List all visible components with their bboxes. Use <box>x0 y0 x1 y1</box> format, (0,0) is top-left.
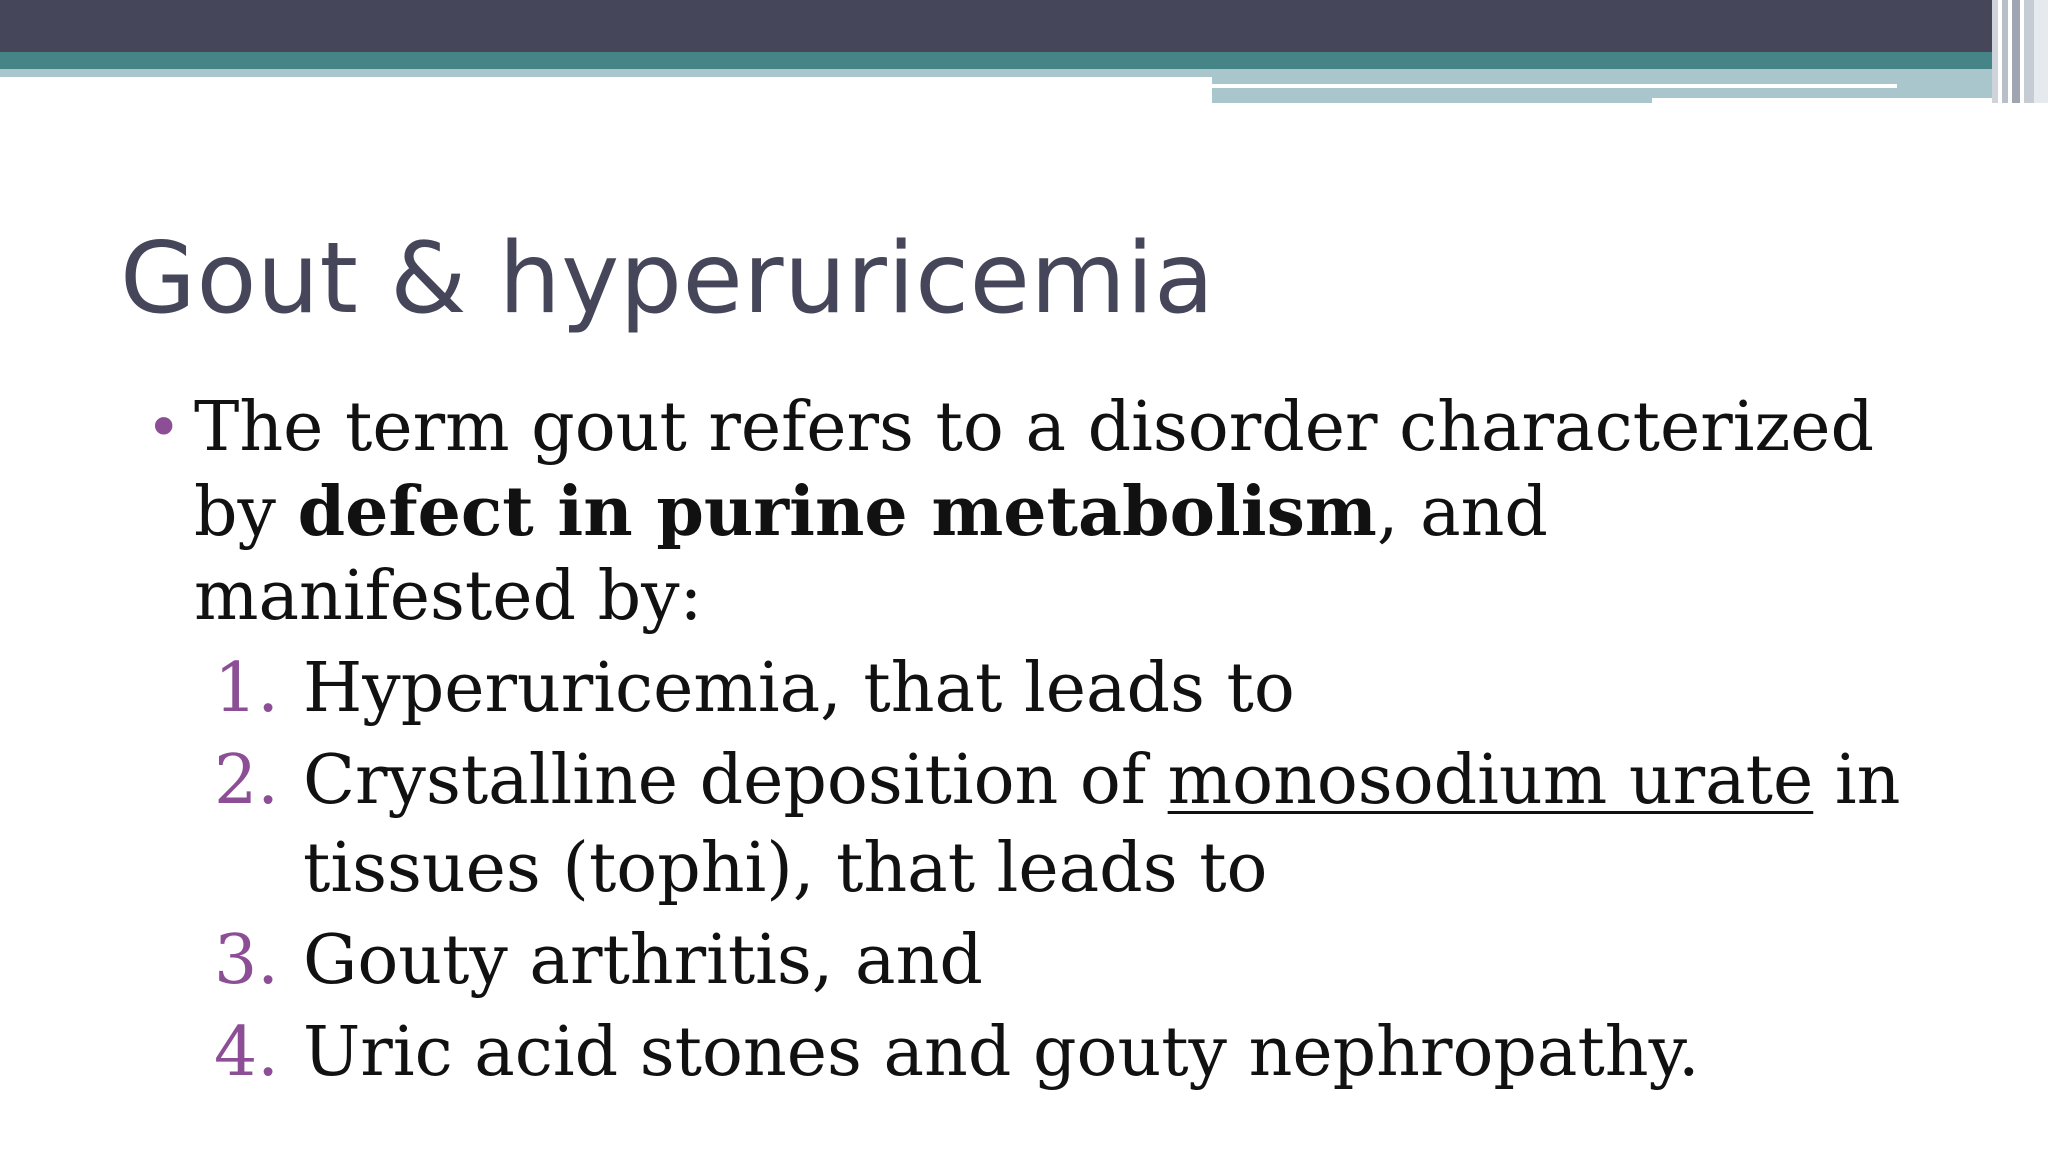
list-item-text: Hyperuricemia, that leads to <box>303 649 1295 728</box>
list-item-text-after: in tissues (tophi), that leads to <box>303 741 1901 908</box>
list-item <box>146 645 1946 733</box>
numbered-list <box>146 645 1946 1097</box>
bullet-text-before: The term gout refers to a disorder characterized by <box>194 388 1875 552</box>
list-item-text: Uric acid stones and gouty nephropathy. <box>303 1013 1700 1092</box>
bullet-bold-text: defect in purine metabolism <box>297 472 1377 552</box>
list-number: 3. <box>214 921 279 1000</box>
header-band-teal <box>0 52 2048 69</box>
bullet-point <box>146 386 1946 639</box>
list-item <box>146 917 1946 1005</box>
bullet-text-after: , and manifested by: <box>194 473 1548 636</box>
header-band-dark <box>0 0 2048 52</box>
bullet-marker: • <box>146 393 182 463</box>
list-number: 1. <box>214 649 279 728</box>
list-number: 2. <box>214 741 279 820</box>
header-end-stripes <box>1992 0 2048 103</box>
list-item-text: Gouty arthritis, and <box>303 921 983 1000</box>
header-divider-line-2 <box>1652 98 2048 103</box>
list-item <box>146 1009 1946 1097</box>
header-divider-line <box>1212 84 1897 88</box>
slide-title: Gout & hyperuricemia <box>120 222 1215 336</box>
list-item-underlined-text: monosodium urate <box>1167 741 1814 820</box>
header-band-light <box>0 69 1212 77</box>
list-item-text-before: Crystalline deposition of <box>303 741 1168 820</box>
list-item <box>146 737 1946 913</box>
list-number: 4. <box>214 1013 279 1092</box>
slide-body <box>146 386 1946 1101</box>
